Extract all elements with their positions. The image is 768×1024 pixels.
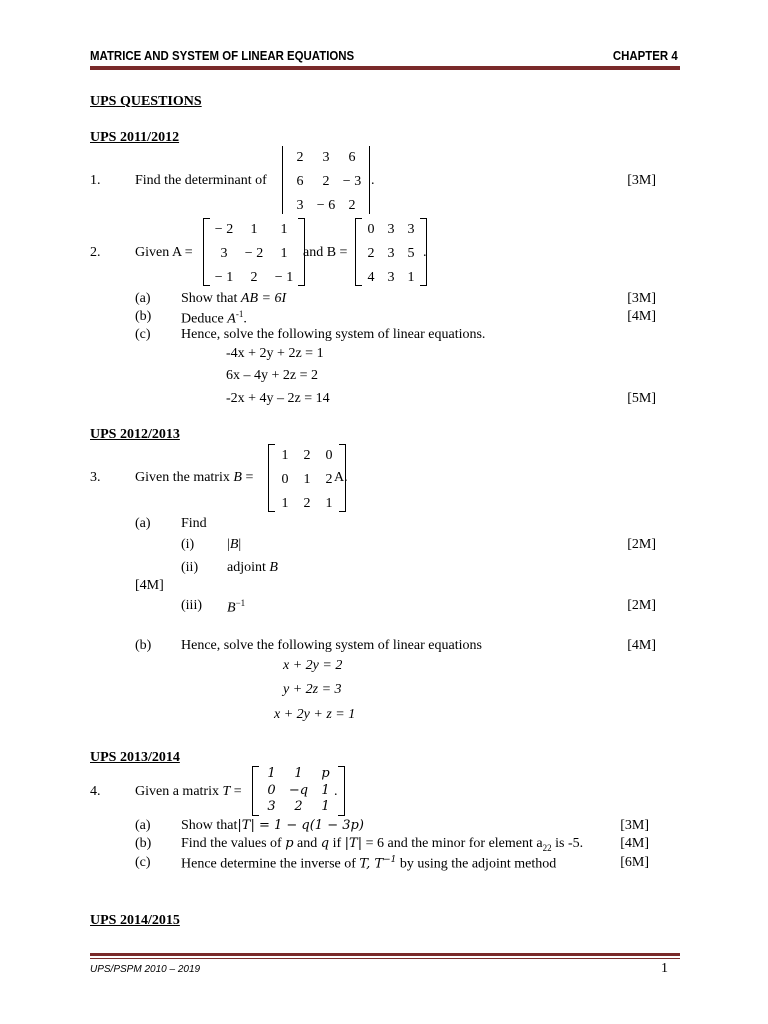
marks: [6M] (620, 855, 649, 870)
part-text: Hence, solve the following system of linear equations (181, 638, 482, 653)
matrix-cell: 6 (348, 150, 356, 165)
matrix-cell: 1 (250, 222, 258, 237)
part-text: Find the values of p and q if |T| = 6 and the minor for element $a_{22}$ is -5. (181, 836, 584, 853)
matrix-a (203, 218, 305, 286)
question-text: Given a matrix T = (135, 784, 242, 799)
footer-rule (90, 953, 680, 956)
matrix-cell: −q (288, 782, 309, 798)
marks: [5M] (627, 391, 656, 406)
matrix-cell: 3 (296, 198, 304, 213)
header-rule (90, 66, 680, 70)
matrix-cell: 1 (281, 448, 289, 463)
matrix-cell: 1 (281, 496, 289, 511)
subpart-label: (iii) (181, 598, 202, 613)
marks: [3M] (620, 818, 649, 833)
subpart-text: |B| (227, 537, 242, 552)
marks: [4M] (627, 309, 656, 324)
matrix-cell: 1 (280, 222, 288, 237)
footer-text: UPS/PSPM 2010 – 2019 (90, 964, 201, 975)
part-label: (a) (135, 818, 151, 833)
matrix-cell: 2 (296, 150, 304, 165)
marks: [4M] (620, 836, 649, 851)
matrix-cell: − 2 (244, 246, 264, 261)
header-title: MATRICE AND SYSTEM OF LINEAR EQUATIONS (90, 48, 355, 63)
marks: [4M] (135, 578, 164, 593)
matrix-cell: 4 (367, 270, 375, 285)
question-number: 4. (90, 784, 101, 799)
part-label: (b) (135, 638, 152, 653)
matrix-cell: 5 (407, 246, 415, 261)
matrix-b (355, 218, 427, 286)
footer-rule-thin (90, 958, 680, 959)
part-label: (b) (135, 309, 152, 324)
part-text: Hence determine the inverse of T, $T^{-1}$ by using the adjoint method (181, 855, 557, 872)
matrix-cell: p (321, 766, 330, 781)
part-label: (a) (135, 291, 151, 306)
matrix-cell: 3 (387, 270, 395, 285)
matrix-cell: 6 (296, 174, 304, 189)
section-title: UPS QUESTIONS (90, 94, 202, 109)
matrix-cell: 1 (294, 766, 303, 781)
matrix-cell: 3 (387, 246, 395, 261)
marks: [2M] (627, 598, 656, 613)
matrix-cell: − 2 (214, 222, 234, 237)
matrix-cell: 2 (325, 472, 333, 487)
matrix-cell: 1 (325, 496, 333, 511)
punctuation: . (371, 173, 375, 188)
marks: [2M] (627, 537, 656, 552)
matrix-cell: 1 (321, 782, 330, 798)
matrix-cell: 2 (348, 198, 356, 213)
page-number: 1 (661, 961, 668, 976)
question-number: 3. (90, 470, 101, 485)
matrix-cell: 3 (387, 222, 395, 237)
question-text: A. (334, 470, 348, 485)
header-chapter: CHAPTER 4 (613, 48, 678, 63)
matrix-cell: 1 (280, 246, 288, 261)
question-text: Find the determinant of (135, 173, 267, 188)
year-heading: UPS 2014/2015 (90, 913, 180, 928)
matrix-cell: 1 (267, 766, 276, 781)
equation: x + 2y + z = 1 (274, 707, 356, 722)
matrix-cell: − 3 (342, 174, 362, 189)
equation: x + 2y = 2 (283, 658, 343, 673)
matrix-cell: 2 (303, 448, 311, 463)
question-number: 1. (90, 173, 101, 188)
part-text: Show that AB = 6I (181, 291, 287, 306)
matrix-cell: 3 (267, 799, 276, 815)
question-text: Given A = (135, 245, 193, 260)
marks: [3M] (627, 173, 656, 188)
matrix-cell: − 1 (274, 270, 294, 285)
equation: y + 2z = 3 (283, 682, 342, 697)
matrix-cell: − 1 (214, 270, 234, 285)
matrix-cell: 1 (303, 472, 311, 487)
punctuation: . (334, 784, 338, 799)
matrix-cell: 1 (407, 270, 415, 285)
matrix-cell: 2 (250, 270, 258, 285)
subpart-text: adjoint B (227, 560, 278, 575)
part-label: (c) (135, 855, 151, 870)
matrix-cell: 0 (267, 782, 276, 798)
matrix-cell: 2 (367, 246, 375, 261)
part-text: Hence, solve the following system of linear equations. (181, 327, 486, 342)
matrix-t (252, 766, 345, 816)
matrix-cell: − 6 (316, 198, 336, 213)
equation: 6x – 4y + 2z = 2 (226, 368, 319, 383)
punctuation: . (423, 245, 427, 260)
question-text: Given the matrix B = (135, 470, 254, 485)
equation: -2x + 4y – 2z = 14 (226, 391, 330, 406)
question-text: and B = (303, 245, 348, 260)
part-text: Show that|T| = 1 − q(1 − 3p) (181, 818, 364, 833)
part-text: Find (181, 516, 207, 531)
matrix-cell: 3 (220, 246, 228, 261)
matrix-cell: 0 (367, 222, 375, 237)
matrix-cell: 0 (325, 448, 333, 463)
part-label: (b) (135, 836, 152, 851)
equation: -4x + 2y + 2z = 1 (226, 346, 324, 361)
subpart-text: $B^{-1}$ (227, 598, 246, 616)
marks: [4M] (627, 638, 656, 653)
matrix-cell: 2 (294, 799, 303, 815)
matrix-cell: 1 (321, 799, 330, 815)
matrix-cell: 2 (322, 174, 330, 189)
determinant-matrix (281, 146, 371, 214)
part-label: (c) (135, 327, 151, 342)
year-heading: UPS 2011/2012 (90, 130, 180, 145)
matrix-cell: 3 (407, 222, 415, 237)
subpart-label: (i) (181, 537, 195, 552)
matrix-cell: 2 (303, 496, 311, 511)
marks: [3M] (627, 291, 656, 306)
matrix-cell: 3 (322, 150, 330, 165)
matrix-cell: 0 (281, 472, 289, 487)
question-number: 2. (90, 245, 101, 260)
part-text: Deduce $A^{-1}$. (181, 309, 247, 327)
part-label: (a) (135, 516, 151, 531)
subpart-label: (ii) (181, 560, 199, 575)
year-heading: UPS 2013/2014 (90, 750, 180, 765)
year-heading: UPS 2012/2013 (90, 427, 180, 442)
